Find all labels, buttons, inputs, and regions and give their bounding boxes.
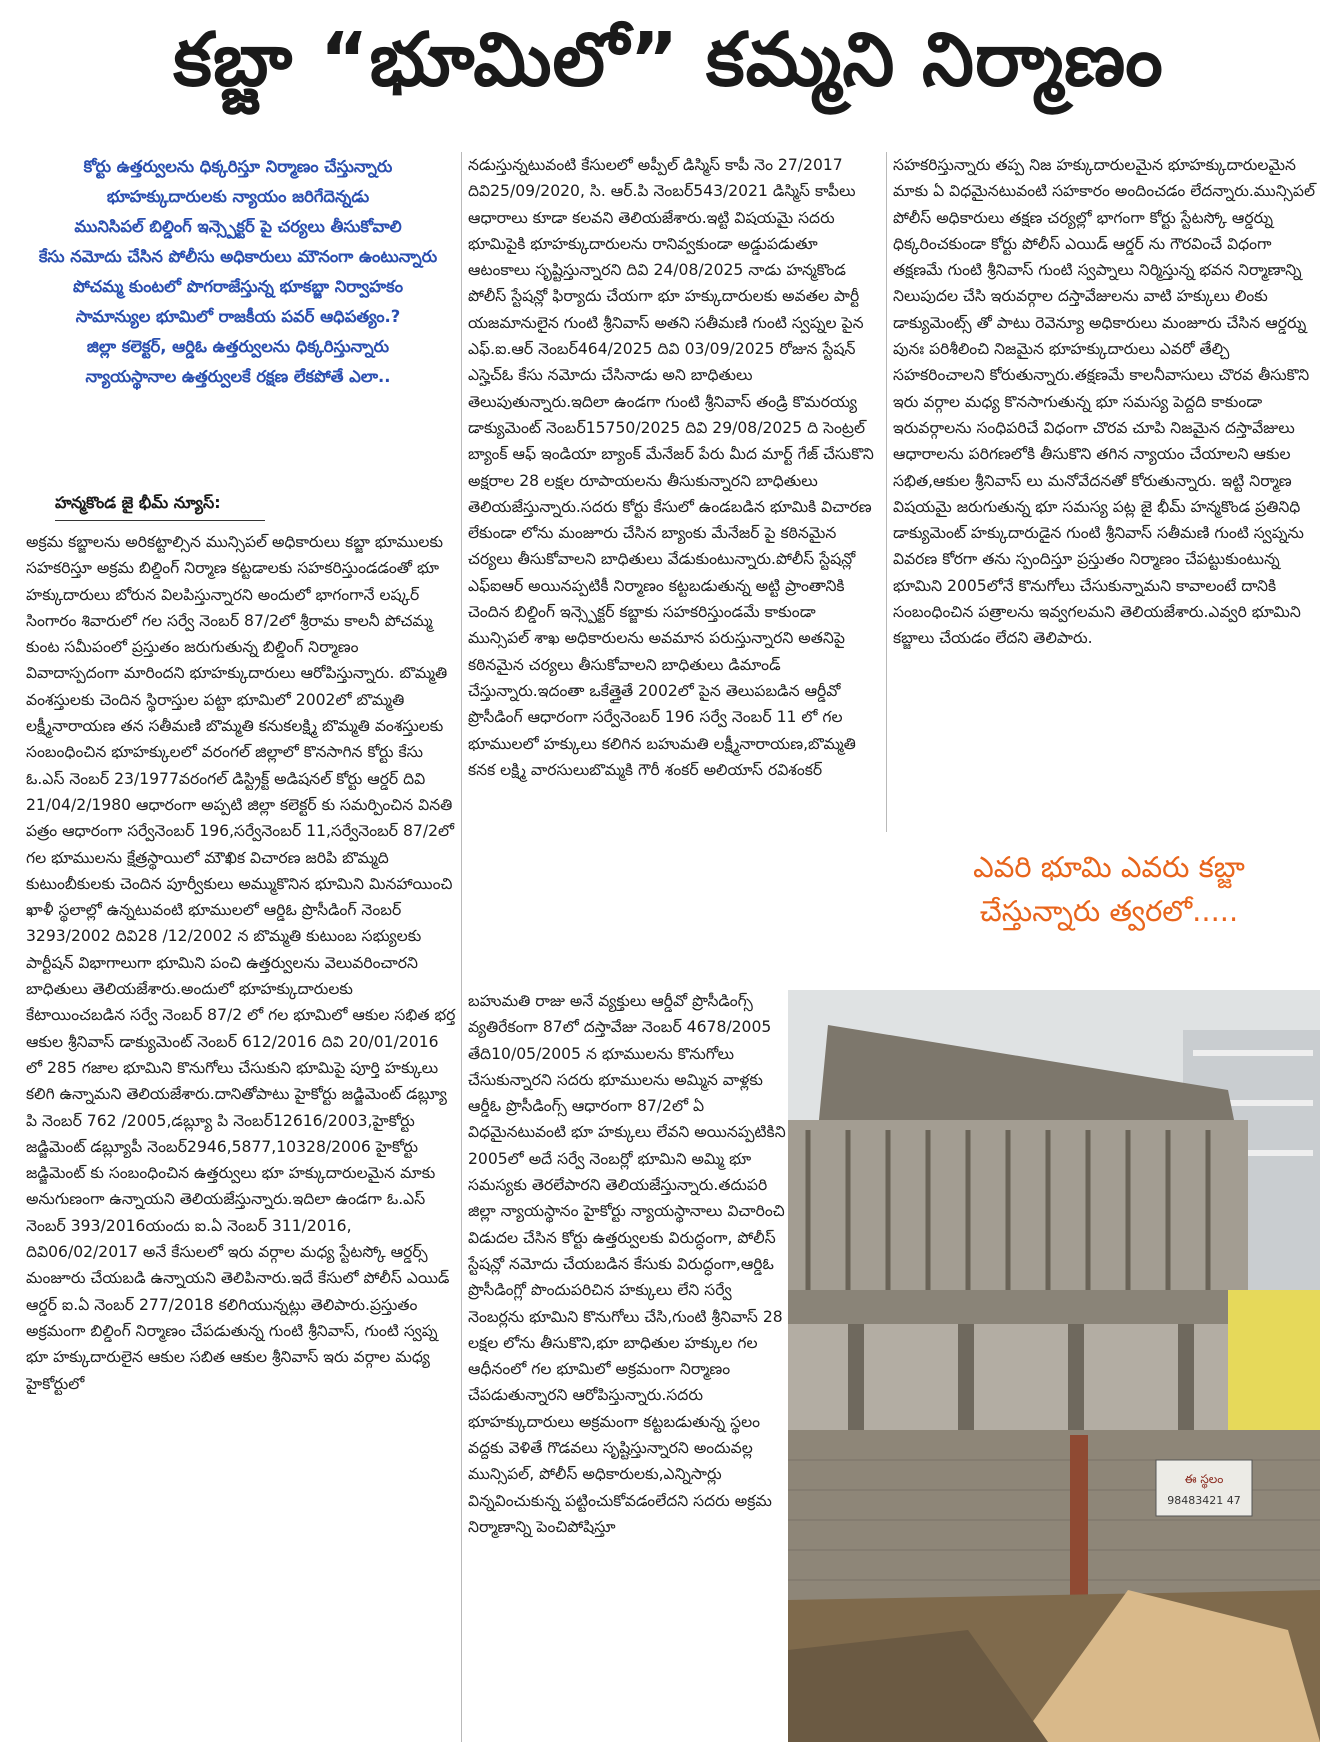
highlight-line: న్యాయస్థానాల ఉత్తర్వులకే రక్షణ లేకపోతే ఎలా.. — [85, 367, 391, 386]
construction-photo — [788, 990, 1320, 1742]
photo-wall-sign — [1156, 1460, 1252, 1516]
callout-line: చేస్తున్నారు త్వరలో..... — [979, 894, 1239, 928]
article-column-1 — [26, 529, 456, 1739]
byline: హన్మకొండ జై భీమ్ న్యూస్: — [55, 493, 265, 521]
construction-photo-image — [788, 990, 1320, 1742]
photo-mid-slab — [788, 1290, 1258, 1324]
highlight-box — [22, 152, 454, 392]
callout-line: ఎవరి భూమి ఎవరు కబ్జా — [973, 850, 1245, 884]
wall-sign-text-2: 98483421 47 — [1167, 1494, 1241, 1507]
article-column-2 — [468, 152, 880, 988]
column-2-text: నడుస్తున్నటువంటి కేసులలో అప్పీల్ డిస్మిస్ కాపీ నెం 27/2017 దివి25/09/2020, సి. ఆర్.పి నెంబర్543/2021 డిస్మిస్ కాపీలు ఆధారాలు కూడా కలవని తెలియజేశారు.ఇట్టి విషయమై సదరు భూమిపైకి భూహక్కుదారులను రానివ్వకుండా అడ్డుపడుతూ ఆటంకాలు సృష్టిస్తున్నారని దివి 24/08/2025 నాడు హన్మకొండ పోలీస్ స్టేషన్లో ఫిర్యాదు చేయగా భూ హక్కుదారులకు అవతల పార్టీ యజమానులైన గుంటి శ్రీనివాస్ అతని సతీమణి గుంటి స్వప్నల పైన ఎఫ్.ఐ.ఆర్ నెంబర్464/2025 దివి 03/09/2025 రోజున స్టేషన్ ఎస్హెచ్ఓ కేసు నమోదు చేసినాడు అని బాధితులు తెలుపుతున్నారు.ఇదిలా ఉండగా గుంటి శ్రీనివాస్ తండ్రి కొమరయ్య డాక్యుమెంట్ నెంబర్15750/2025 దివి 29/08/2025 ది సెంట్రల్ బ్యాంక్ ఆఫ్ ఇండియా బ్యాంక్ మేనేజర్ పేరు మీద మార్ట్ గేజ్ చేసుకొని అక్షరాల 28 లక్షల రూపాయలను తీసుకున్నారని బాధితులు తెలియజేస్తున్నారు.సదరు కోర్టు కేసులో ఉండబడిన భూమికి విచారణ లేకుండా లోను మంజూరు చేసిన బ్యాంకు మేనేజర్ పై కఠినమైన చర్యలు తీసుకోవాలని బాధితులు వేడుకుంటున్నారు.పోలీస్ స్టేషన్లో ఎఫ్ఐఆర్ అయినప్పటికీ నిర్మాణం కట్టబడుతున్న అట్టి ప్రాంతానికి చెందిన బిల్డింగ్ ఇన్స్పెక్టర్ కబ్జాకు సహకరిస్తుండమే కాకుండా మున్సిపల్ శాఖ అధికారులను అవమాన పరుస్తున్నారని అతనిపై కఠినమైన చర్యలు తీసుకోవాలని బాధితులు డిమాండ్ చేస్తున్నారు.ఇదంతా ఒకేత్తైతే 2002లో పైన తెలుపబడిన ఆర్డీవో ప్రొసీడింగ్ ఆధారంగా సర్వేనెంబర్ 196 సర్వే నెంబర్ 11 లో గల భూములలో హక్కులు కలిగిన బహుమతి లక్ష్మీనారాయణ,బొమ్మతి కనక లక్ష్మి వారసులుబొమ్మకి గౌరీ శంకర్ అలియాస్ రవిశంకర్ — [468, 156, 874, 779]
highlight-line: కేసు నమోదు చేసిన పోలీసు అధికారులు మౌనంగా ఉంటున్నారు — [38, 247, 438, 266]
column-divider — [886, 152, 887, 832]
wall-sign-text-1: ఈ స్థలం — [1184, 1472, 1224, 1486]
article-column-3 — [893, 152, 1318, 832]
headline: కబ్జా “భూమిలో” కమ్మని నిర్మాణం — [173, 17, 1164, 103]
column-1-text: అక్రమ కబ్జాలను అరికట్టాల్సిన మున్సిపల్ అధికారులు కబ్జా భూములకు సహకరిస్తూ అక్రమ బిల్డింగ్ నిర్మాణ కట్టడాలకు సహకరిస్తుండడంతో భూ హక్కుదారులు బోరున విలపిస్తున్నారని అందులో భాగంగానే లష్కర్ సింగారం శివారులో గల సర్వే నెంబర్ 87/2లో శ్రీరామ కాలనీ పోచమ్మ కుంట సమీపంలో ప్రస్తుతం జరుగుతున్న బిల్డింగ్ నిర్మాణం వివాదాస్పదంగా మారిందని భూహక్కుదారులు ఆరోపిస్తున్నారు. బొమ్మతి వంశస్తులకు చెందిన స్థిరాస్తుల పట్టా భూమిలో 2002లో బొమ్మతి లక్ష్మీనారాయణ తన సతీమణి బొమ్మతి కనుకలక్ష్మి బొమ్మతి వంశస్తులకు సంబంధించిన భూహక్కులలో వరంగల్ జిల్లాలో కొనసాగిన కోర్టు కేసు ఓ.ఎస్ నెంబర్ 23/1977వరంగల్ డిస్ట్రిక్ట్ అడిషనల్ కోర్టు ఆర్డర్ దివి 21/04/2/1980 ఆధారంగా అప్పటి జిల్లా కలెక్టర్ కు సమర్పించిన వినతి పత్రం ఆధారంగా సర్వేనెంబర్ 196,సర్వేనెంబర్ 11,సర్వేనెంబర్ 87/2లో గల భూములను క్షేత్రస్థాయిలో మౌఖిక విచారణ జరిపి బొమ్మది కుటుంబీకులకు చెందిన పూర్వీకులు అమ్ముకొనిన భూమిని మినహాయించి ఖాళీ స్థలాల్లో ఉన్నటువంటి భూములలో ఆర్డిఓ ప్రొసీడింగ్ నెంబర్ 3293/2002 దివి28 /12/2002 న బొమ్మతి కుటుంబ సభ్యులకు పార్టీషన్ విభాగాలుగా భూమిని పంచి ఉత్తర్వులను వెలువరించారని బాధితులు తెలియజేశారు.అందులో భూహక్కుదారులకు కేటాయించబడిన సర్వే నెంబర్ 87/2 లో గల భూమిలో ఆకుల సభిత భర్త ఆకుల శ్రీనివాస్ డాక్యుమెంట్ నెంబర్ 612/2016 దివి 20/01/2016 లో 285 గజాల భూమిని కొనుగోలు చేసుకుని భూమిపై పూర్తి హక్కులు కలిగి ఉన్నామని తెలియజేశారు.దానితోపాటు హైకోర్టు జడ్జిమెంట్ డబ్ల్యూ పి నెంబర్ 762 /2005,డబ్ల్యూ పి నెంబర్12616/2003,హైకోర్టు జడ్జిమెంట్ డబ్ల్యూపీ నెంబర్2946,5877,10328/2006 హైకోర్టు జడ్జిమెంట్ కు సంబంధించిన ఉత్తర్వులు భూ హక్కుదారులమైన మాకు అనుగుణంగా ఉన్నాయని తెలియజేస్తున్నారు.ఇదిలా ఉండగా ఓ.ఎస్ నెంబర్ 393/2016యందు ఐ.ఏ నెంబర్ 311/2016, దివి06/02/2017 అనే కేసులలో ఇరు వర్గాల మధ్య స్టేటస్కో ఆర్డర్స్ మంజూరు చేయబడి ఉన్నాయని తెలిపినారు.ఇదే కేసులో పోలీస్ ఎయిడ్ ఆర్డర్ ఐ.ఏ నెంబర్ 277/2018 కలిగియున్నట్లు తెలిపారు.ప్రస్తుతం అక్రమంగా బిల్డింగ్ నిర్మాణం చేపడుతున్న గుంటి శ్రీనివాస్, గుంటి స్వప్న భూ హక్కుదారులైన ఆకుల సబిత ఆకుల శ్రీనివాస్ ఇరు వర్గాల మధ్య హైకోర్టులో — [26, 533, 456, 1393]
column-divider — [461, 152, 462, 1742]
highlight-line: జిల్లా కలెక్టర్, ఆర్డిఓ ఉత్తర్వులను ధిక్కరిస్తున్నారు — [86, 337, 390, 356]
column-2b-text: బహుమతి రాజు అనే వ్యక్తులు ఆర్డీవో ప్రొసీడింగ్స్ వ్యతిరేకంగా 87లో దస్తావేజు నెంబర్ 4678/2005 తేది10/05/2005 న భూములను కొనుగోలు చేసుకున్నారని సదరు భూములను అమ్మిన వాళ్లకు ఆర్డీఓ ప్రొసీడింగ్స్ ఆధారంగా 87/2లో ఏ విధమైనటువంటి భూ హక్కులు లేవని అయినప్పటికిని 2005లో అదే సర్వే నెంబర్లో భూమిని అమ్మి భూ సమస్యకు తెరలేపారని తెలియజేస్తున్నారు.తదుపరి జిల్లా న్యాయస్థానం హైకోర్టు న్యాయస్థానాలు విచారించి విడుదల చేసిన కోర్టు ఉత్తర్వులకు విరుద్ధంగా, పోలీస్ స్టేషన్లో నమోదు చేయబడిన కేసుకు విరుద్ధంగా,ఆర్డిఓ ప్రొసీడింగ్లో పొందుపరిచిన హక్కులు లేని సర్వే నెంబర్లను భూమిని కొనుగోలు చేసి,గుంటి శ్రీనివాస్ 28 లక్షల లోను తీసుకొని,భూ బాధితుల హక్కుల గల ఆధీనంలో గల భూమిలో అక్రమంగా నిర్మాణం చేపడుతున్నారని ఆరోపిస్తున్నారు.సదరు భూహక్కుదారులు అక్రమంగా కట్టబడుతున్న స్థలం వద్దకు వెళితే గొడవలు సృష్టిస్తున్నారని అందువల్ల మున్సిపల్, పోలీస్ అధికారులకు,ఎన్నిసార్లు విన్నవించుకున్న పట్టించుకోవడంలేదని సదరు అక్రమ నిర్మాణాన్ని పెంచిపోషిస్తూ — [468, 992, 786, 1536]
column-3-text: సహకరిస్తున్నారు తప్ప నిజ హక్కుదారులమైన భూహక్కుదారులమైన మాకు ఏ విధమైనటువంటి సహకారం అందించడం లేదన్నారు.మున్సిపల్ పోలీస్ అధికారులు తక్షణ చర్యల్లో భాగంగా కోర్టు స్టేటస్కో ఆర్డర్ను ధిక్కరించకుండా కోర్టు పోలీస్ ఎయిడ్ ఆర్డర్ ను గౌరవించే విధంగా తక్షణమే గుంటి శ్రీనివాస్ గుంటి స్వప్నాలు నిర్మిస్తున్న భవన నిర్మాణాన్ని నిలుపుదల చేసి ఇరువర్గాల దస్తావేజులను వాటి హక్కులు లింకు డాక్యుమెంట్స్ తో పాటు రెవెన్యూ అధికారులు మంజూరు చేసిన ఆర్డర్ను పునః పరిశీలించి నిజమైన భూహక్కుదారులు ఎవరో తేల్చి సహకరించాలని కోరుతున్నారు.తక్షణమే కాలనీవాసులు చొరవ తీసుకొని ఇరు వర్గాల మధ్య కొనసాగుతున్న భూ సమస్య పెద్దది కాకుండా ఇరువర్గాలను సంధిపరిచే విధంగా చొరవ చూపి నిజమైన దస్తావేజులు ఆధారాలను పరిగణలోకి తీసుకొని తగిన న్యాయం చేయాలని ఆకుల సభిత,ఆకుల శ్రీనివాస్ లు మనోవేదనతో కోరుతున్నారు. ఇట్టి నిర్మాణ విషయమై జరుగుతున్న భూ సమస్య పట్ల జై భీమ్ హన్మకొండ ప్రతినిధి డాక్యుమెంట్ హక్కుదారుడైన గుంటి శ్రీనివాస్ సతీమణి గుంటి స్వప్నను వివరణ కోరగా తను స్పందిస్తూ ప్రస్తుతం నిర్మాణం చేపట్టుకుంటున్న భూమిని 2005లోనే కొనుగోలు చేసుకున్నామని కావాలంటే దానికి సంబంధించిన పత్రాలను ఇవ్వగలమని తెలియజేశారు.ఎవ్వరి భూమిని కబ్జాలు చేయడం లేదని తెలిపారు. — [893, 156, 1316, 648]
highlight-line: భూహక్కుదారులకు న్యాయం జరిగేదెన్నడు — [106, 187, 370, 206]
highlight-line: సామాన్యుల భూమిలో రాజకీయ పవర్ ఆధిపత్యం.? — [75, 307, 401, 326]
highlight-line: కోర్టు ఉత్తర్వులను ధిక్కరిస్తూ నిర్మాణం చేస్తున్నారు — [83, 157, 393, 176]
highlight-line: మునిసిపల్ బిల్డింగ్ ఇన్స్పెక్టర్ పై చర్యలు తీసుకోవాలి — [74, 217, 402, 236]
article-column-2-continued — [468, 988, 790, 1740]
highlight-line: పోచమ్మ కుంటలో పొగరాజేస్తున్న భూకబ్జా నిర్వాహకం — [72, 277, 404, 296]
callout — [900, 845, 1318, 933]
